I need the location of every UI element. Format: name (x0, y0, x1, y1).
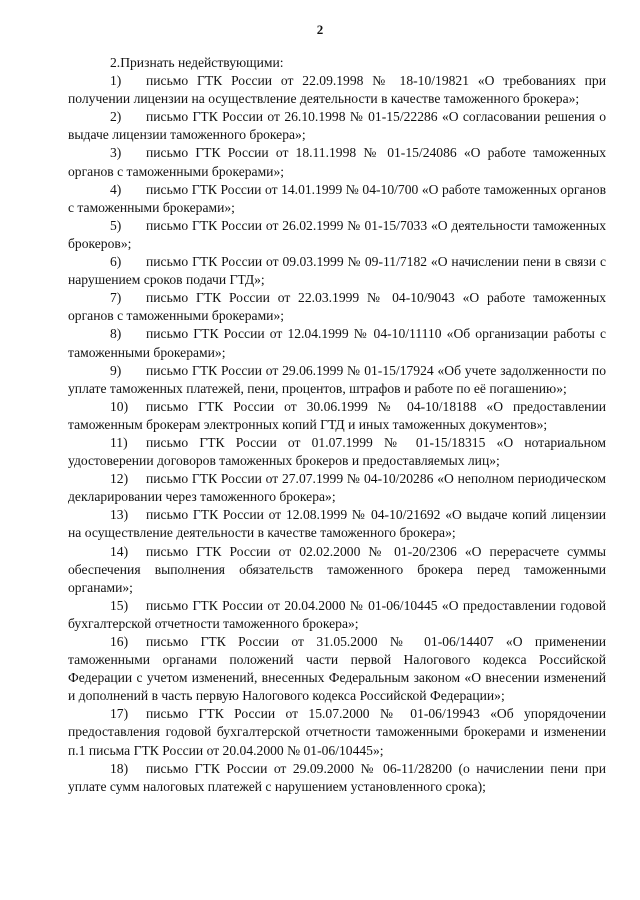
item-number: 12) (110, 471, 129, 487)
list-item (68, 289, 606, 325)
list-item (68, 253, 606, 289)
item-text: письмо ГТК России от 12.08.1999 № 04-10/21692 «О выдаче копий лицензии на осуществление деятельности в качестве таможенного брокера»; (68, 507, 606, 541)
list-item (68, 398, 606, 434)
item-number: 9) (110, 362, 122, 378)
list-item (68, 72, 606, 108)
item-number: 13) (110, 507, 129, 523)
item-text: письмо ГТК России от 26.02.1999 № 01-15/7033 «О деятельности таможенных брокеров»; (68, 217, 606, 251)
list-item (68, 470, 606, 506)
page-number: 2 (316, 22, 324, 37)
item-text: письмо ГТК России от 26.10.1998 № 01-15/22286 «О согласовании решения о выдаче лицензии таможенного брокера»; (68, 109, 606, 143)
item-text: письмо ГТК России от 20.04.2000 № 01-06/10445 «О предоставлении годовой бухгалтерской отчетности таможенного брокера»; (68, 597, 606, 631)
item-text: письмо ГТК России от 02.02.2000 № 01-20/2306 «О перерасчете суммы обеспечения выполнения обязательств таможенного брокера перед таможенными органами»; (68, 543, 606, 595)
list-item (68, 543, 606, 597)
item-number: 7) (110, 290, 122, 306)
item-text: письмо ГТК России от 18.11.1998 № 01-15/24086 «О работе таможенных органов с таможенными брокерами»; (68, 145, 606, 179)
list-item (68, 108, 606, 144)
item-number: 3) (110, 145, 122, 161)
item-text: письмо ГТК России от 14.01.1999 № 04-10/700 «О работе таможенных органов с таможенными брокерами»; (68, 181, 606, 215)
list-item (68, 217, 606, 253)
list-item (68, 633, 606, 705)
item-number: 1) (110, 73, 122, 89)
list-item (68, 144, 606, 180)
document-body (68, 54, 606, 796)
list-item (68, 181, 606, 217)
item-text: письмо ГТК России от 29.09.2000 № 06-11/28200 (о начислении пени при уплате сумм налоговых платежей с нарушением установленного срока); (68, 760, 606, 794)
list-item (68, 506, 606, 542)
item-text: письмо ГТК России от 15.07.2000 № 01-06/19943 «Об упорядочении предоставления годовой бухгалтерской отчетности таможенными брокерами и изменении п.1 письма ГТК России от 20.04.2000 № 01-06/10445»; (68, 706, 606, 758)
item-number: 10) (110, 398, 129, 414)
item-text: письмо ГТК России от 12.04.1999 № 04-10/11110 «Об организации работы с таможенными брокерами»; (68, 326, 606, 360)
list-item (68, 362, 606, 398)
item-number: 14) (110, 543, 129, 559)
item-number: 4) (110, 181, 122, 197)
list-item (68, 597, 606, 633)
list-item (68, 434, 606, 470)
item-number: 18) (110, 760, 129, 776)
section-heading: 2.Признать недействующими: (110, 55, 284, 70)
item-text: письмо ГТК России от 29.06.1999 № 01-15/17924 «Об учете задолженности по уплате таможенных платежей, пени, процентов, штрафов и работе по её погашению»; (68, 362, 606, 396)
item-number: 8) (110, 326, 122, 342)
list-item (68, 760, 606, 796)
item-text: письмо ГТК России от 30.06.1999 № 04-10/18188 «О предоставлении таможенным брокерам электронных копий ГТД и иных таможенных документов»; (68, 398, 606, 432)
item-number: 11) (110, 434, 128, 450)
item-number: 15) (110, 597, 129, 613)
item-number: 6) (110, 254, 122, 270)
item-text: письмо ГТК России от 22.03.1999 № 04-10/9043 «О работе таможенных органов с таможенными брокерами»; (68, 290, 606, 324)
item-number: 5) (110, 217, 122, 233)
item-text: письмо ГТК России от 01.07.1999 № 01-15/18315 «О нотариальном удостоверении договоров таможенных брокеров и предоставляемых лиц»; (68, 434, 606, 469)
list-item (68, 705, 606, 759)
item-text: письмо ГТК России от 31.05.2000 № 01-06/14407 «О применении таможенными органами положений части первой Налогового кодекса Российской Федерации с учетом изменений, внесенных Федеральным законом «О внесении изменений и дополнений в часть первую Налогового кодекса Российской Федерации»; (68, 634, 606, 704)
letter-list (68, 72, 606, 796)
item-text: письмо ГТК России от 27.07.1999 № 04-10/20286 «О неполном периодическом декларировании через таможенного брокера»; (68, 471, 606, 505)
item-text: письмо ГТК России от 09.03.1999 № 09-11/7182 «О начислении пени в связи с нарушением сроков подачи ГТД»; (68, 254, 606, 288)
item-number: 16) (110, 634, 129, 649)
item-text: письмо ГТК России от 22.09.1998 № 18-10/19821 «О требованиях при получении лицензии на осуществление деятельности в качестве таможенного брокера»; (68, 73, 606, 107)
item-number: 2) (110, 109, 122, 125)
list-item (68, 325, 606, 361)
item-number: 17) (110, 706, 129, 722)
